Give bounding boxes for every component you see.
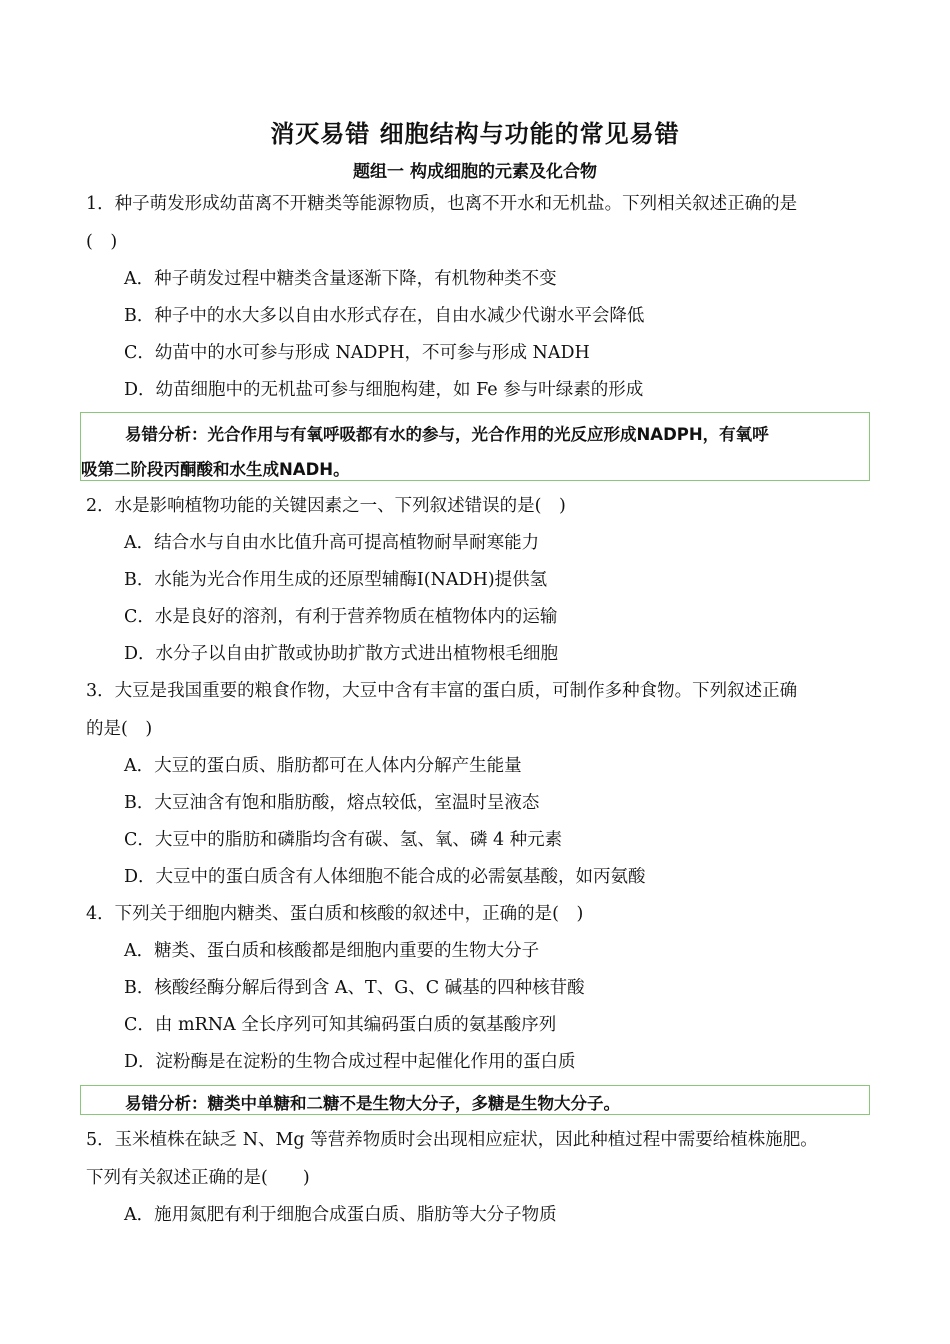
question-3-stem-cont: 的是( ) (86, 719, 153, 739)
question-3-option-b: B．大豆油含有饱和脂肪酸，熔点较低，室温时呈液态 (124, 793, 540, 813)
question-2-option-b: B．水能为光合作用生成的还原型辅酶Ⅰ(NADH)提供氢 (124, 570, 548, 590)
question-5-stem: 5．玉米植株在缺乏 N、Mg 等营养物质时会出现相应症状，因此种植过程中需要给植株施肥。 (86, 1130, 818, 1150)
question-4-option-c: C．由 mRNA 全长序列可知其编码蛋白质的氨基酸序列 (124, 1015, 557, 1035)
question-3-option-a: A．大豆的蛋白质、脂肪都可在人体内分解产生能量 (124, 756, 522, 776)
error-analysis-box-2 (80, 1085, 870, 1115)
question-4-option-d: D．淀粉酶是在淀粉的生物合成过程中起催化作用的蛋白质 (124, 1052, 576, 1072)
error-analysis-line: 易错分析：糖类中单糖和二糖不是生物大分子，多糖是生物大分子。 (125, 1094, 620, 1113)
question-1-option-c: C．幼苗中的水可参与形成 NADPH，不可参与形成 NADH (124, 343, 590, 363)
error-analysis-box-1 (80, 412, 870, 481)
section-title: 题组一 构成细胞的元素及化合物 (353, 162, 597, 182)
question-2-stem: 2．水是影响植物功能的关键因素之一、下列叙述错误的是( ) (86, 496, 566, 516)
question-5-stem-cont: 下列有关叙述正确的是( ) (86, 1168, 310, 1188)
question-3-option-d: D．大豆中的蛋白质含有人体细胞不能合成的必需氨基酸，如丙氨酸 (124, 867, 646, 887)
question-4-stem: 4．下列关于细胞内糖类、蛋白质和核酸的叙述中，正确的是( ) (86, 904, 584, 924)
question-3-stem: 3．大豆是我国重要的粮食作物，大豆中含有丰富的蛋白质，可制作多种食物。下列叙述正确 (86, 681, 798, 701)
page-title: 消灭易错 细胞结构与功能的常见易错 (270, 120, 680, 148)
question-1-stem-cont: ( ) (86, 232, 118, 252)
question-2-option-a: A．结合水与自由水比值升高可提高植物耐旱耐寒能力 (124, 533, 540, 553)
question-2-option-d: D．水分子以自由扩散或协助扩散方式进出植物根毛细胞 (124, 644, 559, 664)
question-2-option-c: C．水是良好的溶剂，有利于营养物质在植物体内的运输 (124, 607, 558, 627)
error-analysis-line: 吸第二阶段丙酮酸和水生成NADH。 (81, 460, 350, 479)
question-3-option-c: C．大豆中的脂肪和磷脂均含有碳、氢、氧、磷 4 种元素 (124, 830, 563, 850)
question-1-option-b: B．种子中的水大多以自由水形式存在，自由水减少代谢水平会降低 (124, 306, 645, 326)
question-5-option-a: A．施用氮肥有利于细胞合成蛋白质、脂肪等大分子物质 (124, 1205, 557, 1225)
question-4-option-a: A．糖类、蛋白质和核酸都是细胞内重要的生物大分子 (124, 941, 540, 961)
question-1-option-d: D．幼苗细胞中的无机盐可参与细胞构建，如 Fe 参与叶绿素的形成 (124, 380, 644, 400)
question-1-stem: 1．种子萌发形成幼苗离不开糖类等能源物质，也离不开水和无机盐。下列相关叙述正确的是 (86, 194, 798, 214)
question-4-option-b: B．核酸经酶分解后得到含 A、T、G、C 碱基的四种核苷酸 (124, 978, 585, 998)
question-1-option-a: A．种子萌发过程中糖类含量逐渐下降，有机物种类不变 (124, 269, 557, 289)
error-analysis-line: 易错分析：光合作用与有氧呼吸都有水的参与，光合作用的光反应形成NADPH，有氧呼 (125, 425, 769, 444)
